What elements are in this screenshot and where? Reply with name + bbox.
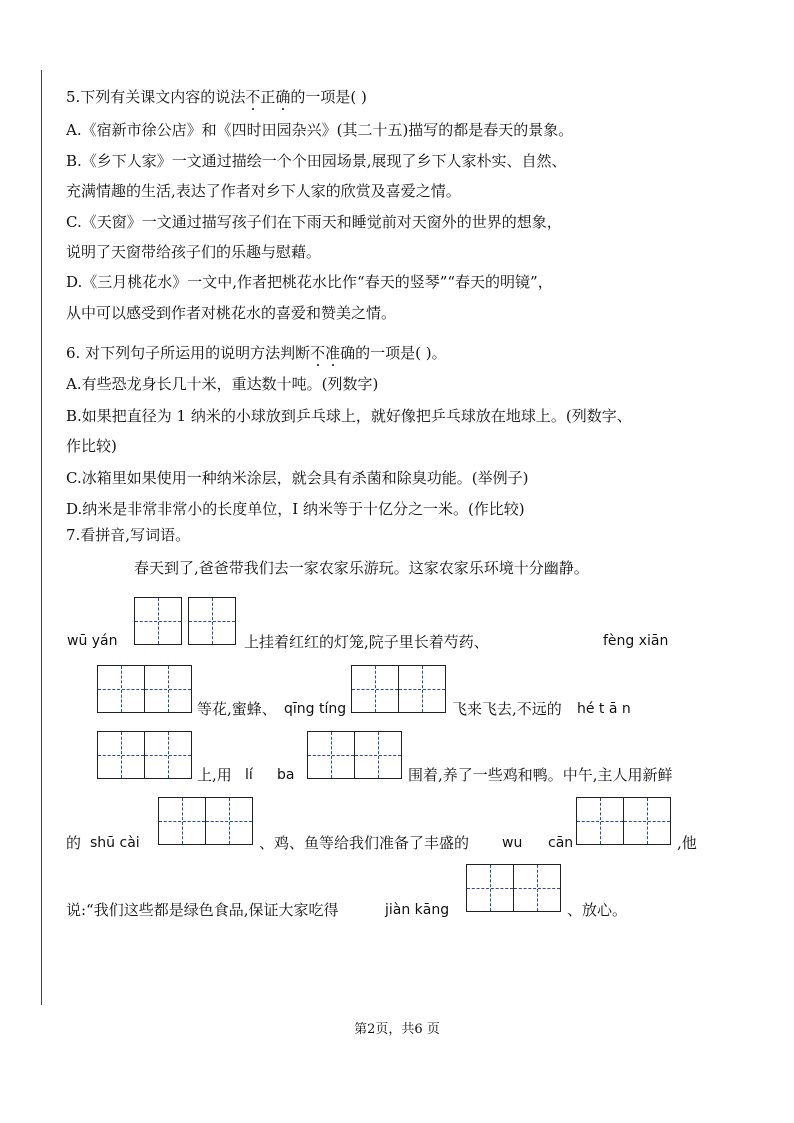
answer-box-shucai[interactable] [158,797,253,845]
pinyin-shucai: shū cài [90,835,140,851]
pinyin-wu: wu [502,835,523,851]
answer-box-liba[interactable] [307,731,402,779]
q7-text-3: 飞来飞去,不远的 [452,700,562,718]
q5-option-d-line1: D.《三月桃花水》一文中,作者把桃花水比作“春天的竖琴”“春天的明镜”， [66,273,553,291]
q7-text-10: 、放心。 [567,901,628,919]
q5-option-d-line2: 从中可以感受到作者对桃花水的喜爱和赞美之情。 [66,304,397,322]
q5-option-b-line2: 充满情趣的生活,表达了作者对乡下人家的欣赏及喜爱之情。 [66,182,461,200]
q7-stem: 7.看拼音,写词语。 [66,526,191,544]
pinyin-fengxian: fèng xiān [603,633,669,649]
q5-option-c-line1: C.《天窗》一文通过描写孩子们在下雨天和睡觉前对天窗外的世界的想象， [66,213,562,231]
q7-text-5: 围着,养了一些鸡和鸭。中午,主人用新鲜 [408,766,673,784]
q7-text-9: 说:“我们这些都是绿色食品,保证大家吃得 [66,901,339,919]
q5-option-b-line1: B.《乡下人家》一文通过描绘一个个田园场景,展现了乡下人家朴实、自然、 [66,152,567,170]
pinyin-ba: ba [277,767,295,783]
q7-text-8: ,他 [677,834,697,852]
q6-option-d: D.纳米是非常非常小的长度单位，I 纳米等于十亿分之一米。(作比较) [66,500,525,518]
pinyin-qingting: qīng tíng [284,701,347,717]
q7-text-6: 的 [66,834,82,852]
pinyin-jiankang: jiàn kāng [385,902,450,918]
answer-box-fengxian[interactable] [97,665,192,713]
q6-option-b-line2: 作比较) [66,437,117,455]
q7-text-4: 上,用 [197,766,232,784]
q6-stem: 6. 对下列句子所运用的说明方法判断不准确的一项是( )。 [66,344,447,362]
answer-box-qingting[interactable] [351,665,446,713]
page-footer: 第2页，共6 页 [354,1022,440,1037]
q7-intro: 春天到了,爸爸带我们去一家农家乐游玩。这家农家乐环境十分幽静。 [134,559,589,577]
pinyin-can: cān [548,835,574,851]
q6-option-c: C.冰箱里如果使用一种纳米涂层，就会具有杀菌和除臭功能。(举例子) [66,469,529,487]
answer-box-wuyan-2[interactable] [188,597,236,645]
q6-option-a: A.有些恐龙身长几十米，重达数十吨。(列数字) [66,375,379,393]
q5-option-a: A.《宿新市徐公店》和《四时田园杂兴》(其二十五)描写的都是春天的景象。 [66,121,574,139]
pinyin-hetang: hé t ā n [577,701,631,717]
q7-text-2: 等花,蜜蜂、 [197,700,277,718]
answer-box-wucan[interactable] [576,797,671,845]
q7-text-7: 、鸡、鱼等给我们准备了丰盛的 [259,834,470,852]
q6-option-b-line1: B.如果把直径为 1 纳米的小球放到乒乓球上，就好像把乒乓球放在地球上。(列数字、 [66,407,632,425]
answer-box-wuyan[interactable] [134,597,182,645]
q5-option-c-line2: 说明了天窗带给孩子们的乐趣与慰藉。 [66,243,322,261]
q5-stem: 5.下列有关课文内容的说法不正确的一项是( ) [66,88,367,106]
pinyin-wuyan: wū yán [67,633,118,649]
pinyin-li: lí [245,767,253,783]
margin-line [41,70,42,1005]
answer-box-jiankang[interactable] [466,864,561,912]
answer-box-hetang[interactable] [97,731,192,779]
q7-text-1: 上挂着红红的灯笼,院子里长着芍药、 [244,633,489,651]
